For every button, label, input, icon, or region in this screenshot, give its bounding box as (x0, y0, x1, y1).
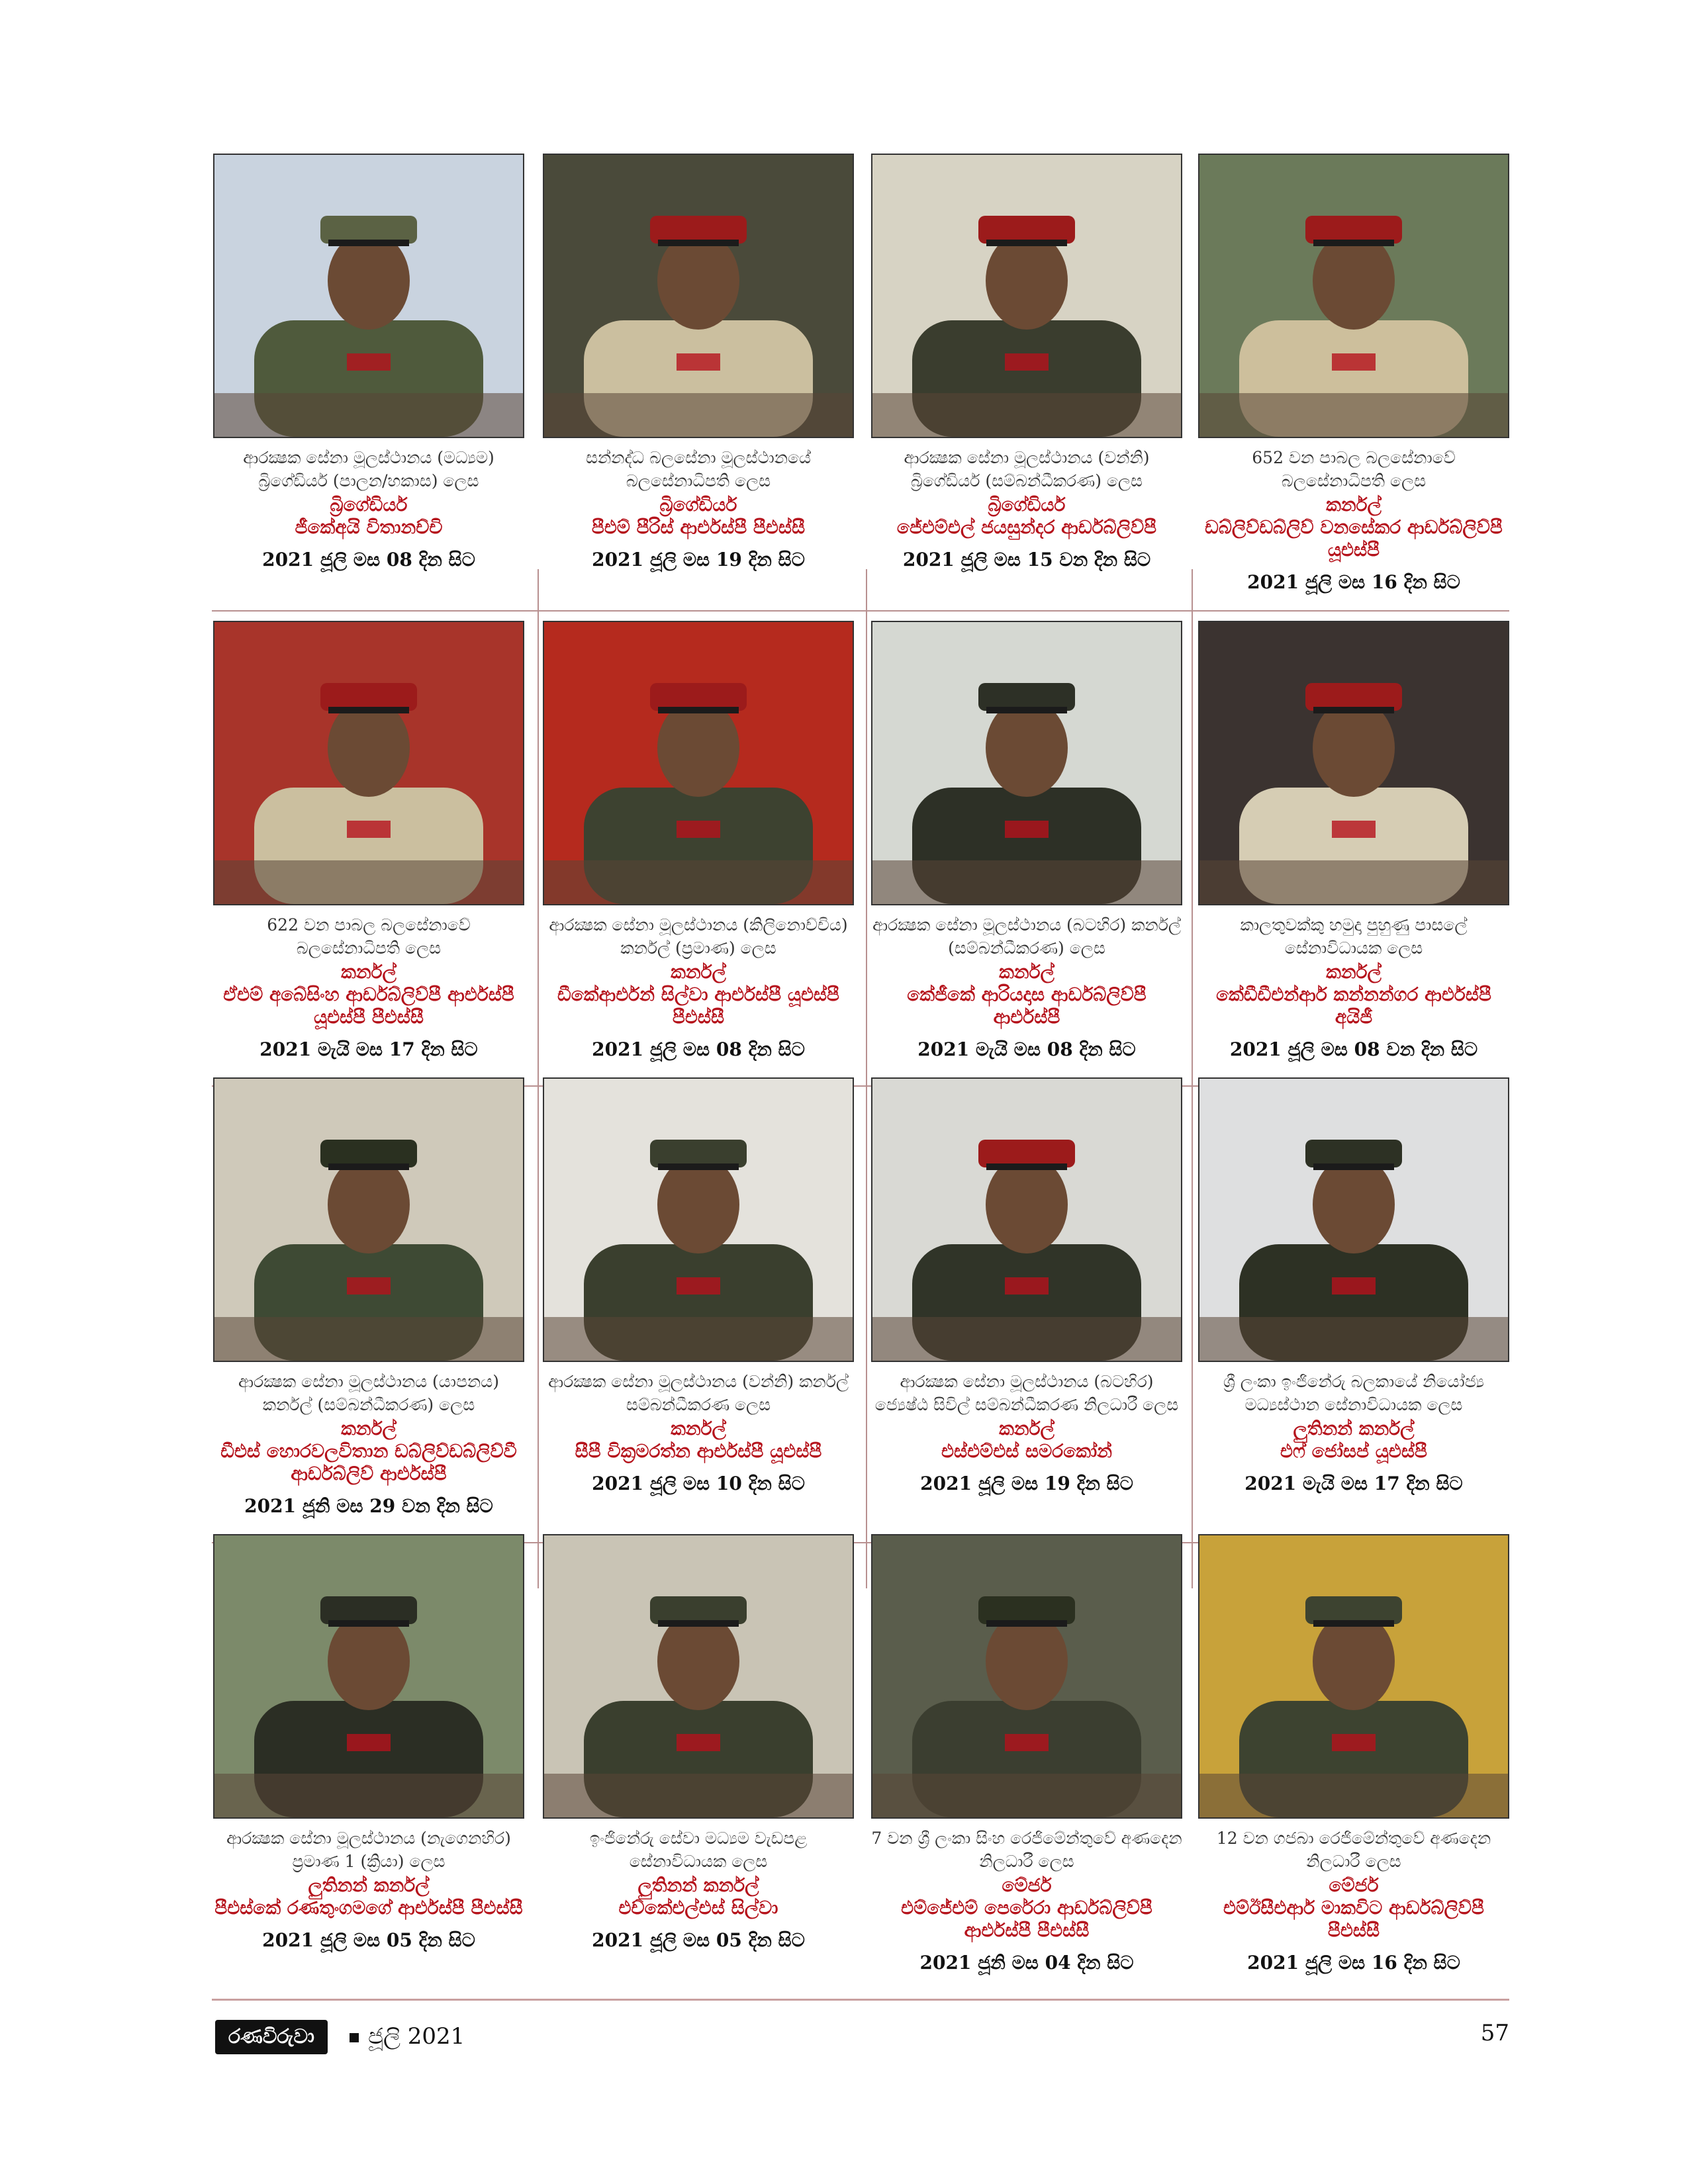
officer-card (1198, 1534, 1509, 1975)
officer-rank: බ්‍රිගේඩියර් (988, 494, 1066, 516)
column-divider-3 (1192, 569, 1193, 1588)
row-divider-1 (212, 610, 1509, 612)
effective-date: 2021 ජූලි මස 19 දින සිට (920, 1473, 1133, 1494)
officer-card (213, 621, 524, 1062)
officer-name: එම්ජේඑම් පෙරේරා ආර්ඩබ්ලිව්පී ආර්එස්පී පීඑස්සී (901, 1897, 1152, 1941)
officer-photo (871, 1077, 1182, 1362)
officer-name: ජීකේඅයි විතානච්චි (295, 516, 443, 538)
officer-photo (871, 154, 1182, 438)
officer-rank: බ්‍රිගේඩියර් (659, 494, 737, 516)
officer-rank: කර්නල් (999, 961, 1055, 983)
effective-date: 2021 ජූලි මස 15 වන දින සිට (902, 549, 1151, 570)
officer-appointment: 622 වන පාබල බලසේනාවේ බලසේනාධිපති ලෙස (267, 915, 471, 958)
column-divider-2 (866, 569, 867, 1588)
officer-photo (543, 154, 854, 438)
officer-card (1198, 154, 1509, 594)
officer-photo (213, 1077, 524, 1362)
officer-rank: බ්‍රිගේඩියර් (330, 494, 408, 516)
effective-date: 2021 ජූනි මස 29 වන දින සිට (244, 1495, 493, 1517)
officer-card (1198, 621, 1509, 1062)
officer-appointment: ශ්‍රී ලංකා ඉංජිනේරු බලකායේ නියෝජ්‍ය මධ්‍යස්ථාන සේනාවිධායක ලෙස (1223, 1372, 1485, 1414)
officer-photo (871, 1534, 1182, 1819)
officer-appointment: ආරක්‍ෂක සේනා මූලස්ථානය (වන්නි) බ්‍රිගේඩියර් (සම්බන්ධීකරණ) ලෙස (904, 448, 1150, 490)
officer-name: පීඑස්කේ රණතුංගමගේ ආර්එස්පී පීඑස්සී (214, 1897, 523, 1919)
officer-appointment: සන්නද්ධ බලසේනා මූලස්ථානයේ බලසේනාධිපති ලෙස (585, 448, 812, 490)
officer-card (543, 1534, 854, 1952)
officer-rank: ලුතිනන් කර්නල් (1293, 1418, 1415, 1439)
officer-card (871, 1077, 1182, 1496)
officer-rank: කර්නල් (671, 961, 726, 983)
officer-name: ඩබ්ලිව්ඩබ්ලිව් වනසේකර ආර්ඩබ්ලිව්පී යූඑස්පී (1205, 516, 1503, 561)
footer-bullet (350, 2033, 359, 2042)
officer-card (871, 1534, 1182, 1975)
officer-name: එම්ඊසීඑආර් මාකවිට ආර්ඩබ්ලිව්පී පීඑස්සී (1223, 1897, 1484, 1941)
footer-rule (212, 1999, 1509, 2001)
effective-date: 2021 ජූනි මස 04 දින සිට (919, 1952, 1134, 1974)
officer-rank: මේජර් (1002, 1874, 1052, 1896)
officer-name: සීපී වික්‍රමරත්න ආර්එස්පී යූඑස්පී (575, 1440, 822, 1462)
effective-date: 2021 මැයි මස 17 දින සිට (259, 1038, 478, 1060)
page-number: 57 (1480, 2020, 1509, 2046)
effective-date: 2021 මැයි මස 17 දින සිට (1244, 1473, 1463, 1494)
officer-rank: කර්නල් (341, 961, 397, 983)
officer-name: පීඑම් පීරිස් ආර්එස්පී පීඑස්සී (591, 516, 806, 538)
officer-appointment: ආරක්‍ෂක සේනා මූලස්ථානය (කිලිනොච්චිය) කර්නල් (ප්‍රමාණ) ලෙස (549, 915, 848, 958)
officer-photo (543, 1534, 854, 1819)
officer-rank: ලුතිනන් කර්නල් (308, 1874, 430, 1896)
magazine-logo: රණවිරුවා (215, 2020, 328, 2054)
officer-appointment: ඉංජිනේරු සේවා මධ්‍යම වැඩපළ සේනාවිධායක ලෙස (589, 1829, 808, 1871)
effective-date: 2021 ජූලි මස 08 දින සිට (592, 1038, 805, 1060)
officer-card (1198, 1077, 1509, 1496)
officer-photo (213, 1534, 524, 1819)
officer-appointment: ආරක්‍ෂක සේනා මූලස්ථානය (බටහිර) ජ්‍යෙෂ්ඨ සිවිල් සම්බන්ධීකරණ නිලධාරී ලෙස (874, 1372, 1179, 1414)
officer-name: කේජීකේ ආරියදාස ආර්ඩබ්ලිව්පී ආර්එස්පී (907, 983, 1147, 1028)
effective-date: 2021 ජූලි මස 19 දින සිට (592, 549, 805, 570)
officer-card (871, 621, 1182, 1062)
issue-date: ජූලි 2021 (368, 2023, 465, 2050)
officer-appointment: 652 වන පාබල බලසේනාවේ බලසේනාධිපති ලෙස (1252, 448, 1456, 490)
officer-name: ඒඑම් අබේසිංහ ආර්ඩබ්ලිව්පී ආර්එස්පී යූඑස්පී පීඑස්සී (223, 983, 514, 1028)
officer-card (213, 154, 524, 572)
officer-photo (1198, 1534, 1509, 1819)
officer-appointment: 12 වන ගජබා රෙජිමේන්තුවේ අණදෙන නිලධාරී ලෙස (1216, 1829, 1491, 1871)
officer-card (871, 154, 1182, 572)
effective-date: 2021 ජූලි මස 05 දින සිට (592, 1929, 805, 1951)
officer-name: එච්කේඑල්එස් සිල්වා (618, 1897, 778, 1919)
effective-date: 2021 ජූලි මස 08 දින සිට (262, 549, 475, 570)
officer-appointment: ආරක්‍ෂක සේනා මූලස්ථානය (නැගෙනහිර) ප්‍රමාණ 1 (ක්‍රියා) ලෙස (226, 1829, 511, 1871)
officer-name: එස්එම්එස් සමරකෝන් (941, 1440, 1112, 1462)
column-divider-1 (538, 569, 539, 1588)
effective-date: 2021 මැයි මස 08 දින සිට (917, 1038, 1136, 1060)
officer-name: ඩීඑස් හොරවලවිතාන ඩබ්ලිව්ඩබ්ලිව්වී ආර්ඩබ්ලිව් ආර්එස්පී (220, 1440, 517, 1484)
officer-card (543, 154, 854, 572)
officer-name: එෆ් ජෝසප් යූඑස්පී (1280, 1440, 1427, 1462)
officer-appointment: ආරක්‍ෂක සේනා මූලස්ථානය (බටහිර) කර්නල් (සම්බන්ධීකරණ) ලෙස (872, 915, 1181, 958)
officer-name: ජේඑම්එල් ජයසුන්දර ආර්ඩබ්ලිව්පී (896, 516, 1157, 538)
officer-photo (1198, 621, 1509, 905)
officer-appointment: ආරක්‍ෂක සේනා මූලස්ථානය (වන්නි) කර්නල් සම්බන්ධීකරණ ලෙස (548, 1372, 849, 1414)
officer-photo (213, 154, 524, 438)
officer-photo (213, 621, 524, 905)
officer-name: කේඩීඩීඑන්ආර් කන්නන්ගර ආර්එස්පී අයිජී (1216, 983, 1491, 1028)
effective-date: 2021 ජූලි මස 10 දින සිට (592, 1473, 805, 1494)
officer-name: ඩීකේආර්එන් සිල්වා ආර්එස්පී යූඑස්පී පීඑස්සී (557, 983, 839, 1028)
officer-appointment: 7 වන ශ්‍රී ලංකා සිංහ රෙජිමේන්තුවේ අණදෙන නිලධාරී ලෙස (871, 1829, 1182, 1871)
effective-date: 2021 ජූලි මස 08 වන දින සිට (1229, 1038, 1478, 1060)
officer-photo (871, 621, 1182, 905)
officer-appointment: ආරක්‍ෂක සේනා මූලස්ථානය (යාපනය) කර්නල් (සම්බන්ධීකරණ) ලෙස (238, 1372, 499, 1414)
officer-appointment: ආරක්‍ෂක සේනා මූලස්ථානය (මධ්‍යම) බ්‍රිගේඩියර් (පාලන/හකාස) ලෙස (243, 448, 494, 490)
officer-rank: ලුතිනන් කර්නල් (637, 1874, 759, 1896)
officer-rank: කර්නල් (1326, 961, 1382, 983)
officer-appointment: කාලතුවක්කු හමුදා පුහුණු පාසලේ සේනාවිධායක ලෙස (1240, 915, 1468, 958)
officer-card (213, 1534, 524, 1952)
officer-card (543, 1077, 854, 1496)
officer-rank: මේජර් (1329, 1874, 1379, 1896)
officer-photo (1198, 154, 1509, 438)
officer-rank: කර්නල් (999, 1418, 1055, 1439)
effective-date: 2021 ජූලි මස 05 දින සිට (262, 1929, 475, 1951)
effective-date: 2021 ජූලි මස 16 දින සිට (1247, 571, 1460, 593)
effective-date: 2021 ජූලි මස 16 දින සිට (1247, 1952, 1460, 1974)
officer-rank: කර්නල් (1326, 494, 1382, 516)
officer-photo (543, 621, 854, 905)
officer-card (543, 621, 854, 1062)
officer-rank: කර්නල් (671, 1418, 726, 1439)
officer-photo (543, 1077, 854, 1362)
officer-photo (1198, 1077, 1509, 1362)
officer-card (213, 1077, 524, 1518)
officer-rank: කර්නල් (341, 1418, 397, 1439)
